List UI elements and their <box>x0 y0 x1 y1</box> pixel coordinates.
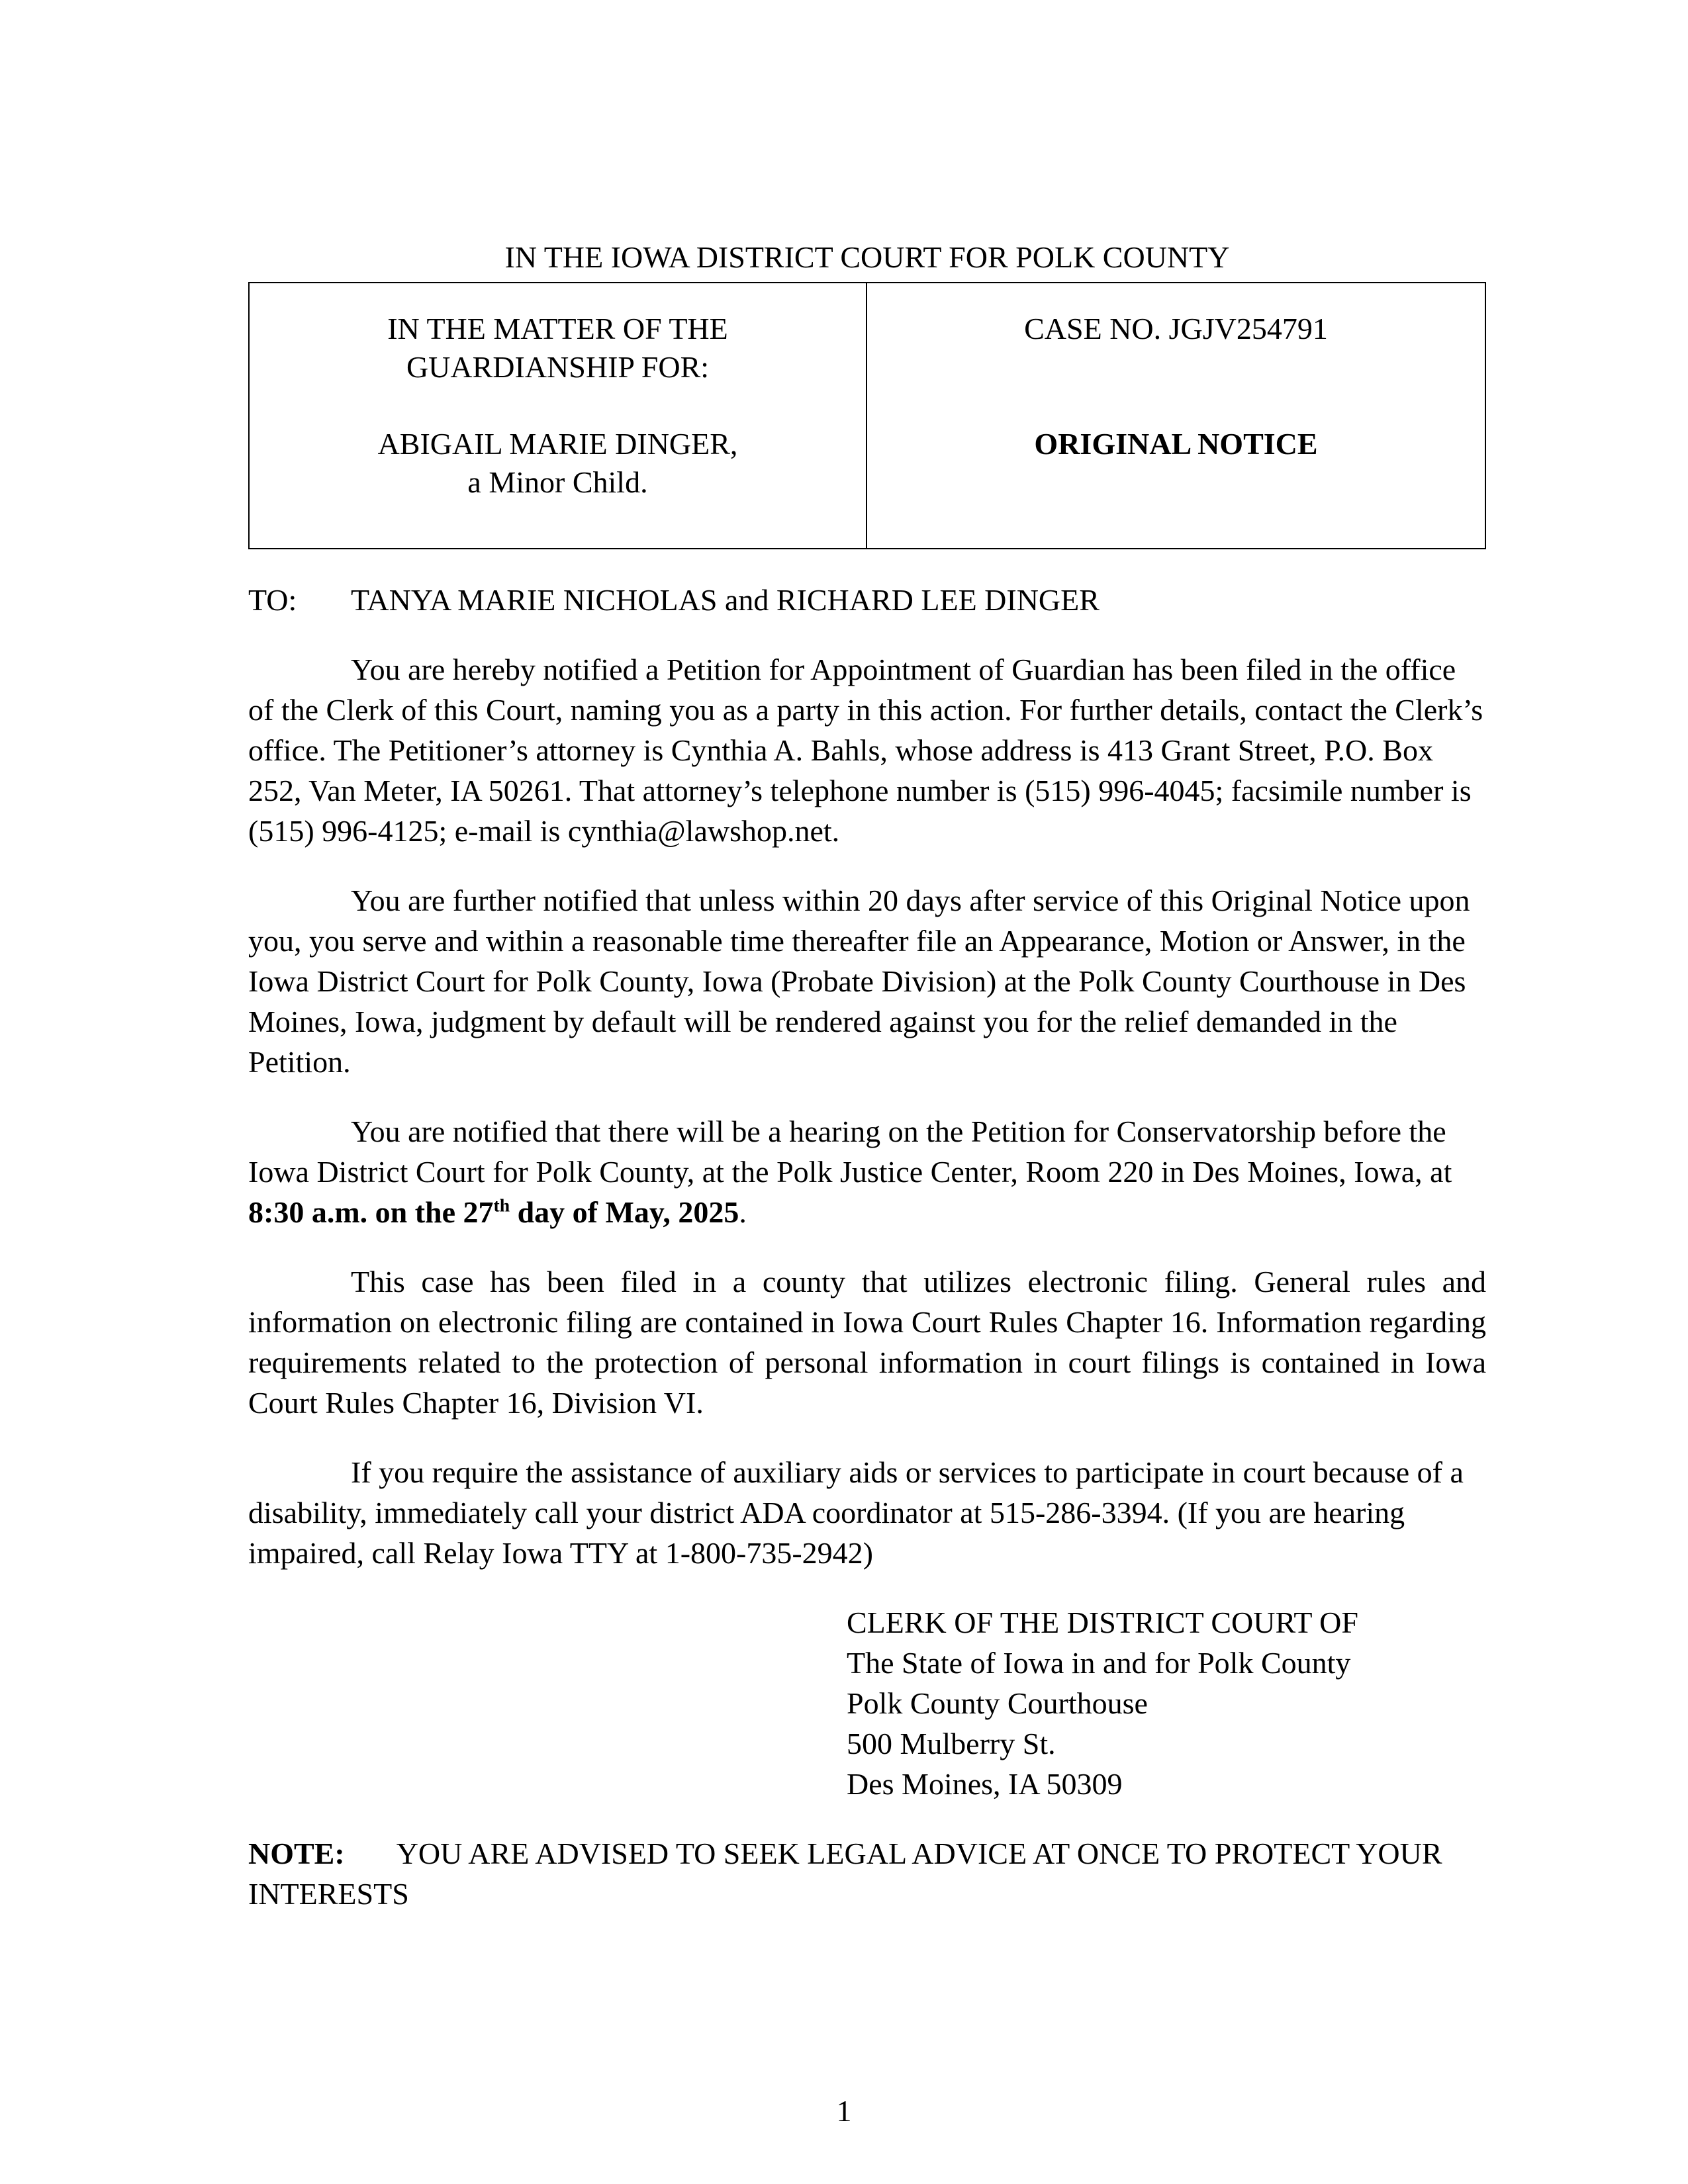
matter-line-3: ABIGAIL MARIE DINGER, <box>377 427 738 461</box>
para-hearing-notice <box>248 1111 1486 1232</box>
clerk-address-line: Polk County Courthouse <box>847 1686 1148 1720</box>
matter-line-1: IN THE MATTER OF THE <box>387 312 728 345</box>
clerk-address-line: CLERK OF THE DISTRICT COURT OF <box>847 1606 1358 1639</box>
document-title: ORIGINAL NOTICE <box>1034 427 1318 461</box>
to-line <box>248 580 1486 620</box>
para-petition-filed: You are hereby notified a Petition for Appointment of Guardian has been filed in the office of the Clerk of this Court, naming you as a party in this action. For further details, contact the Clerk’s office. The Petitioner’s attorney is Cynthia A. Bahls, whose address is 413 Grant Street, P.O. Box 252, Van Meter, IA 50261. That attorney’s telephone number is (515) 996-4045; facsimile number is (515) 996-4125; e-mail is cynthia@lawshop.net. <box>248 653 1483 848</box>
ordinal-suffix: th <box>493 1195 510 1216</box>
hearing-lead: You are notified that there will be a hearing on the Petition for Conservatorship before the Iowa District Court for Polk County, at the Polk Justice Center, Room 220 in Des Moines, Iowa, at <box>248 1115 1452 1189</box>
caption-case-cell <box>867 283 1485 548</box>
note-text: YOU ARE ADVISED TO SEEK LEGAL ADVICE AT ONCE TO PROTECT YOUR INTERESTS <box>248 1837 1442 1911</box>
clerk-address-line: Des Moines, IA 50309 <box>847 1767 1123 1801</box>
page-number: 1 <box>836 2094 852 2128</box>
clerk-address-line: 500 Mulberry St. <box>847 1727 1056 1760</box>
para-default-warning: You are further notified that unless within 20 days after service of this Original Notice upon you, you serve and within a reasonable time thereafter file an Appearance, Motion or Answer, in the Iowa District Court for Polk County, Iowa (Probate Division) at the Polk County Courthouse in Des Moines, Iowa, judgment by default will be rendered against you for the relief demanded in the Petition. <box>248 884 1470 1079</box>
clerk-address-block <box>847 1602 1486 1804</box>
to-label: TO: <box>248 583 297 617</box>
caption-matter-cell <box>250 283 867 548</box>
court-header: IN THE IOWA DISTRICT COURT FOR POLK COUNTY <box>504 240 1230 274</box>
case-caption-box <box>248 282 1486 549</box>
note-label: NOTE: <box>248 1837 345 1870</box>
case-number: CASE NO. JGJV254791 <box>1024 312 1328 345</box>
legal-advice-note <box>248 1833 1486 1914</box>
hearing-datetime: 8:30 a.m. on the 27th day of May, 2025 <box>248 1195 739 1229</box>
para-ada-assistance: If you require the assistance of auxiliary aids or services to participate in court because of a disability, immediately call your district ADA coordinator at 515-286-3394. (If you are hearing impaired, call Relay Iowa TTY at 1-800-735-2942) <box>248 1455 1464 1570</box>
matter-line-2: GUARDIANSHIP FOR: <box>406 350 710 384</box>
para-efiling-info: This case has been filed in a county that utilizes electronic filing. General rules and information on electronic filing are contained in Iowa Court Rules Chapter 16. Information regarding requirements related to the protection of personal information in court filings is contained in Iowa Court Rules Chapter 16, Division VI. <box>248 1265 1486 1420</box>
to-names: TANYA MARIE NICHOLAS and RICHARD LEE DINGER <box>351 583 1100 617</box>
clerk-address-line: The State of Iowa in and for Polk County <box>847 1646 1351 1680</box>
matter-line-4: a Minor Child. <box>467 465 648 499</box>
hearing-tail: . <box>739 1195 747 1229</box>
